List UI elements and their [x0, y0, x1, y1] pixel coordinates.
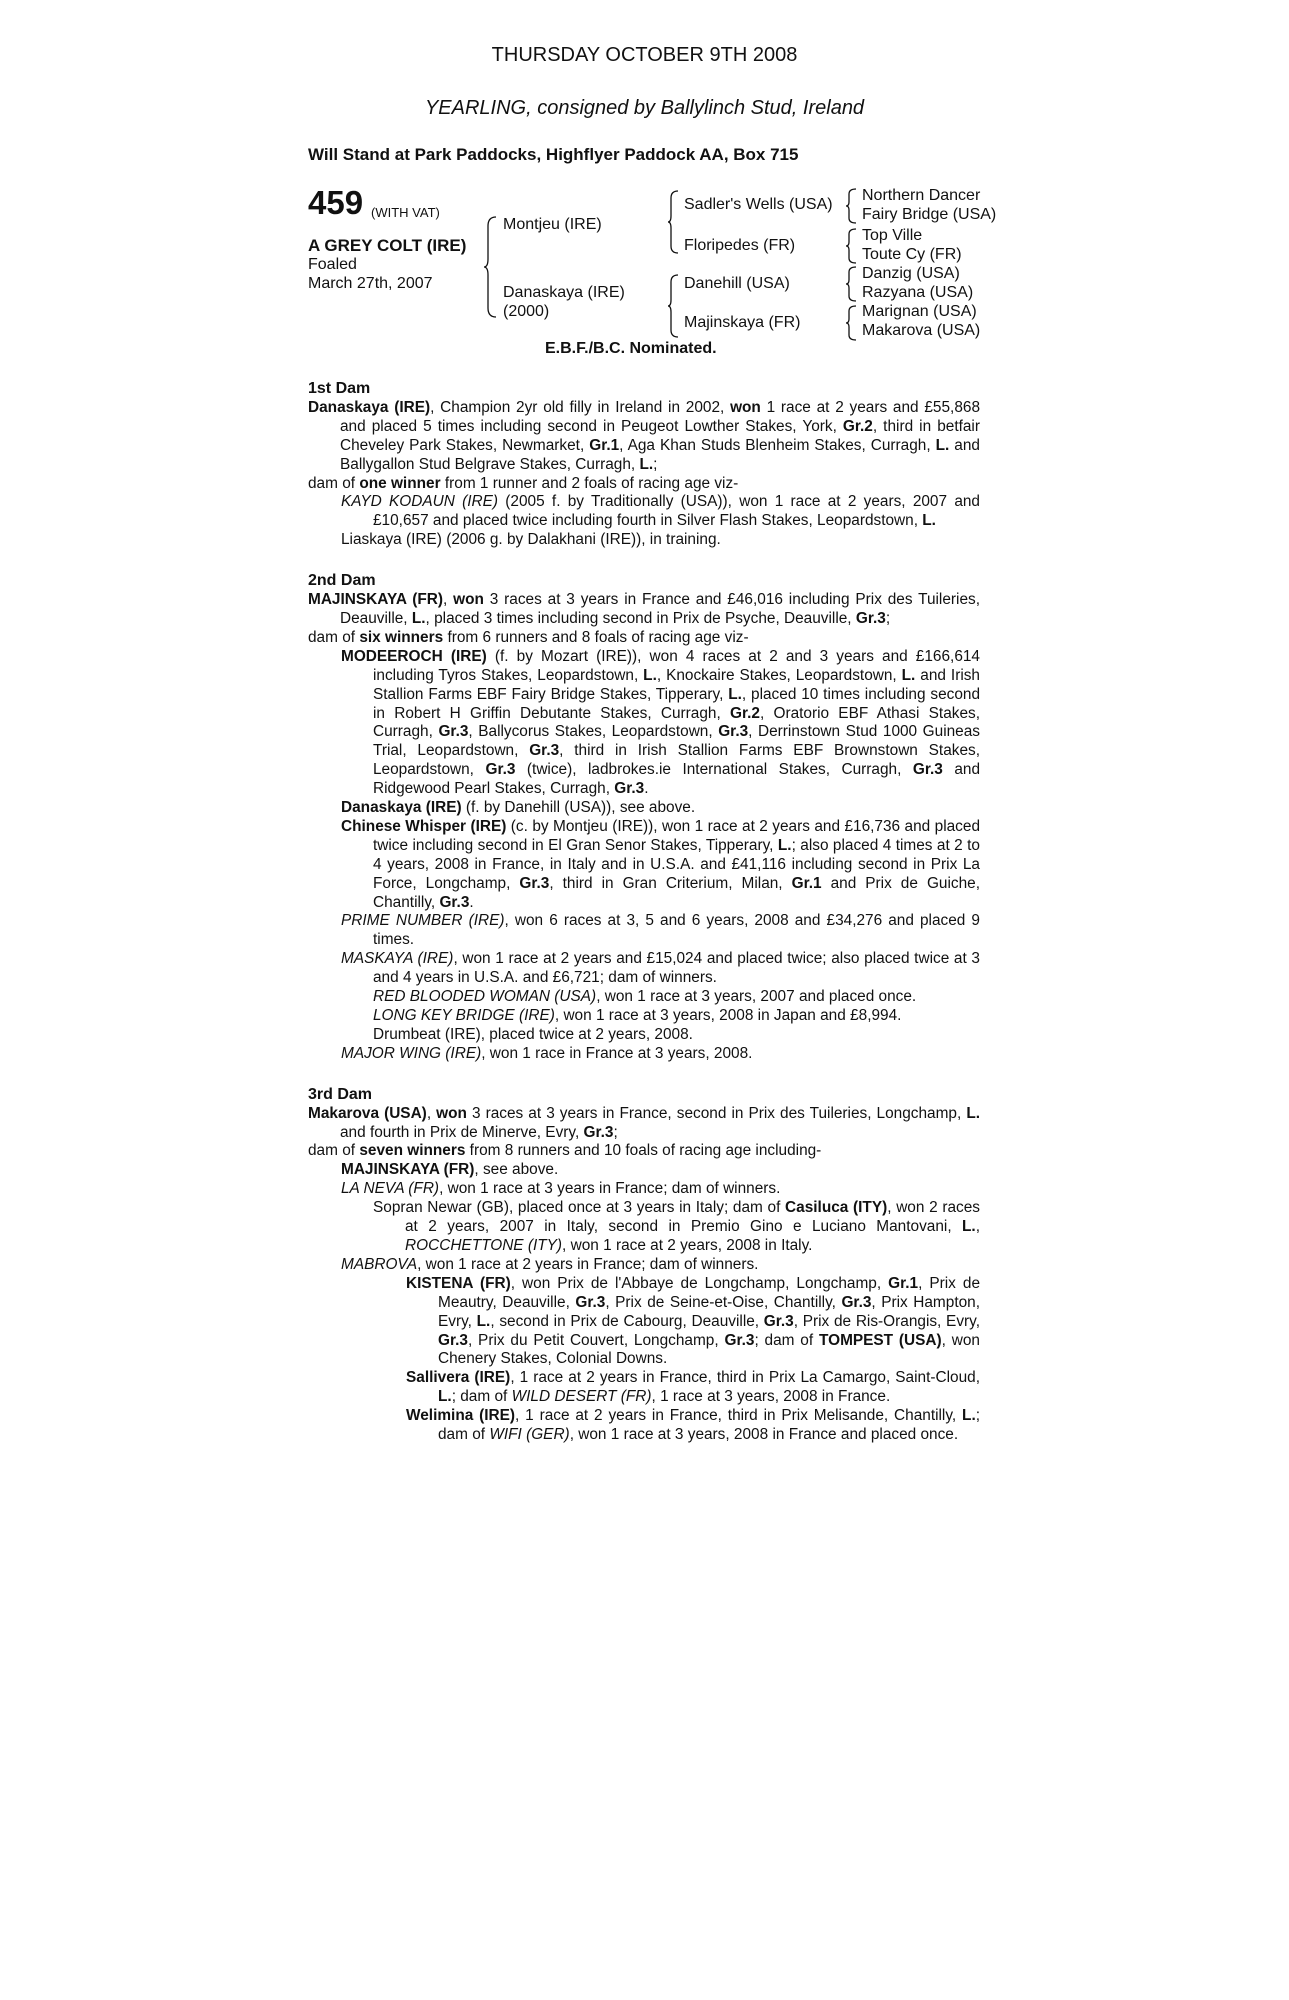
produce-summary — [308, 475, 980, 494]
produce-entry — [308, 950, 980, 988]
pedigree-dam-dam: Majinskaya (FR) — [684, 314, 801, 331]
record-text: , Prix du Petit Couvert, Longchamp, — [467, 1331, 725, 1349]
horse-name: KAYD KODAUN (IRE) — [341, 493, 499, 511]
grade-label: Gr.2 — [730, 704, 760, 722]
record-text: Sopran Newar (GB), placed once at 3 years in Italy; dam of — [373, 1199, 786, 1217]
grade-label: Gr.3 — [529, 742, 560, 760]
record-text: , Prix de Ris-Orangis, Evry, — [793, 1312, 980, 1330]
listed-label: L. — [935, 436, 950, 454]
winners-count: six winners — [359, 628, 444, 646]
horse-name: LONG KEY BRIDGE (IRE) — [373, 1007, 555, 1024]
record-text: , Aga Khan Studs Blenheim Stakes, Curragh, — [619, 436, 936, 454]
produce-entry — [308, 1369, 980, 1407]
grade-label: Gr.3 — [485, 761, 516, 779]
pedigree-g2: Fairy Bridge (USA) — [862, 206, 997, 223]
grade-label: Gr.3 — [575, 1293, 606, 1311]
produce-entry — [308, 1045, 980, 1064]
horse-name: MASKAYA (IRE) — [341, 950, 454, 968]
record-text: , won 1 race in France at 3 years, 2008. — [481, 1044, 753, 1062]
record-text: (f. by Mozart (IRE)), won 4 races at 2 and 3 years and £166,614 including Tyros Stakes, Leopardstown, — [373, 647, 980, 684]
record-text: , 1 race at 2 years in France, third in Prix La Camargo, Saint-Cloud, — [510, 1369, 980, 1387]
horse-name: LA NEVA (FR) — [341, 1180, 440, 1198]
stand-location: Will Stand at Park Paddocks, Highflyer Paddock AA, Box 715 — [308, 145, 799, 164]
horse-name: Danaskaya (IRE) — [308, 398, 431, 416]
pedigree-brace-g4 — [846, 305, 858, 341]
grade-label: Gr.3 — [438, 1331, 468, 1349]
pedigree-brace-1 — [484, 216, 498, 318]
record-text: , Ballycorus Stakes, Leopardstown, — [468, 723, 719, 741]
horse-name: ROCCHETTONE (ITY) — [405, 1236, 563, 1254]
grade-label: Gr.1 — [791, 874, 822, 892]
pedigree-brace-g1 — [846, 188, 858, 224]
record-text: , Prix Hampton, Evry, — [438, 1293, 980, 1330]
produce-entry — [308, 1180, 980, 1199]
record-text: , won 1 race at 2 years and £15,024 and placed twice; also placed twice at 3 and 4 years in U.S.A. and £6,721; dam of winners. — [373, 950, 980, 987]
record-text: and fourth in Prix de Minerve, Evry, — [340, 1123, 584, 1141]
pedigree-g8: Makarova (USA) — [862, 322, 981, 339]
second-dam-record: MAJINSKAYA (FR), won 3 races at 3 years in France and £46,016 including Prix des Tuileries, Deauville, L., placed 3 times including second in Prix de Psyche, Deauville, Gr.3; — [308, 591, 980, 627]
record-text: , 1 race at 2 years in France, third in Prix Melisande, Chantilly, — [515, 1407, 963, 1425]
record-text: (2005 f. by Traditionally (USA)), won 1 race at 2 years, 2007 and £10,657 and placed twice including fourth in Silver Flash Stakes, Leopardstown, — [373, 493, 980, 530]
record-text: , Champion 2yr old filly in Ireland in 2002, — [430, 398, 731, 416]
listed-label: L. — [922, 512, 936, 530]
record-text: , third in Gran Criterium, Milan, — [549, 874, 792, 892]
foaled-date: March 27th, 2007 — [308, 275, 433, 292]
winners-count: one winner — [359, 474, 441, 492]
listed-label: L. — [901, 666, 916, 684]
lot-number: 459 — [308, 184, 364, 221]
second-dam-heading: 2nd Dam — [308, 572, 376, 590]
record-text: and Prix de Guiche, Chantilly, — [373, 874, 980, 911]
first-dam-heading: 1st Dam — [308, 380, 371, 397]
sale-date: THURSDAY OCTOBER 9TH 2008 — [491, 44, 798, 66]
grade-label: Gr.1 — [888, 1274, 919, 1292]
pedigree-brace-sire — [668, 190, 680, 254]
produce-entry — [308, 1199, 980, 1256]
grade-label: Gr.3 — [912, 761, 943, 779]
consignor-line: YEARLING, consigned by Ballylinch Stud, Ireland — [424, 97, 865, 119]
pedigree-g4: Toute Cy (FR) — [862, 246, 962, 263]
record-text: , see above. — [474, 1161, 559, 1179]
grade-label: Gr.3 — [855, 609, 886, 627]
grade-label: Gr.3 — [583, 1123, 614, 1141]
record-text: , — [975, 1218, 980, 1236]
produce-entry — [308, 912, 980, 950]
grade-label: Gr.3 — [439, 893, 470, 911]
record-text: , won 1 race at 2 years in France; dam of winners. — [417, 1255, 759, 1273]
pedigree-dam-year: (2000) — [503, 303, 550, 320]
record-text: . — [469, 893, 474, 911]
listed-label: L. — [777, 836, 792, 854]
record-text: , third in betfair Cheveley Park Stakes, Newmarket, — [340, 417, 980, 454]
produce-entry — [308, 1256, 980, 1275]
produce-entry: Drumbeat (IRE), placed twice at 2 years, 2008. — [373, 1025, 693, 1043]
pedigree-brace-g2 — [846, 228, 858, 264]
record-text: (f. by Danehill (USA)), see above. — [461, 799, 696, 817]
record-text: 3 races at 3 years in France and £46,016 including Prix des Tuileries, Deauville, — [340, 591, 980, 627]
record-text: , placed 10 times including second in Robert H Griffin Debutante Stakes, Curragh, — [373, 685, 981, 722]
produce-entry — [308, 818, 980, 913]
pedigree-brace-dam — [668, 274, 680, 338]
produce-entry — [308, 1407, 980, 1445]
grade-label: Gr.3 — [614, 780, 645, 798]
record-text: , won 2 races at 2 years, 2007 in Italy, second in Premio Gino e Luciano Mantovani, — [405, 1199, 980, 1236]
produce-entry — [308, 1007, 980, 1026]
record-text: (c. by Montjeu (IRE)), won 1 race at 2 years and £16,736 and placed twice including second in El Gran Senor Stakes, Tipperary, — [373, 817, 981, 854]
produce-entry: Liaskaya (IRE) (2006 g. by Dalakhani (IRE)), in training. — [341, 531, 721, 549]
horse-name: Danaskaya (IRE) — [341, 799, 462, 817]
horse-name: PRIME NUMBER (IRE) — [341, 912, 505, 930]
record-text: dam of — [308, 474, 360, 492]
record-text: ; — [653, 455, 658, 473]
pedigree-sire-sire: Sadler's Wells (USA) — [684, 196, 833, 213]
grade-label: Gr.3 — [763, 1312, 794, 1330]
record-text: (twice), ladbrokes.ie International Stakes, Curragh, — [515, 761, 913, 779]
horse-name: MABROVA — [341, 1255, 418, 1273]
listed-label: L. — [966, 1104, 980, 1122]
produce-entry — [308, 1275, 980, 1370]
listed-label: L. — [639, 455, 654, 473]
record-text: from 1 runner and 2 foals of racing age viz- — [440, 474, 739, 492]
record-text: ; dam of — [451, 1388, 512, 1406]
listed-label: L. — [643, 666, 657, 684]
record-text: and Irish Stallion Farms EBF Fairy Bridge Stakes, Tipperary, — [373, 666, 980, 703]
record-text: , won 1 race at 3 years, 2008 in France and placed once. — [569, 1426, 959, 1444]
produce-entry — [308, 799, 980, 818]
listed-label: L. — [438, 1388, 452, 1406]
record-text: , Prix de Meautry, Deauville, — [438, 1274, 981, 1311]
pedigree-brace-g3 — [846, 266, 858, 302]
won-label: won — [436, 1104, 467, 1122]
record-text: and Ballygallon Stud Belgrave Stakes, Curragh, — [340, 436, 980, 473]
record-text: , won 1 race at 3 years, 2007 and placed once. — [596, 988, 917, 1006]
record-text: , won Prix de l'Abbaye de Longchamp, Longchamp, — [510, 1274, 889, 1292]
record-text: dam of — [308, 628, 360, 646]
vat-note: (WITH VAT) — [371, 205, 440, 220]
listed-label: L. — [411, 609, 426, 627]
produce-summary — [308, 1142, 980, 1161]
horse-name: RED BLOODED WOMAN (USA) — [373, 988, 597, 1006]
winners-count: seven winners — [359, 1142, 466, 1160]
produce-entry — [308, 988, 980, 1007]
pedigree-g3: Top Ville — [862, 227, 923, 244]
third-dam-heading: 3rd Dam — [308, 1085, 373, 1103]
record-text: , third in Irish Stallion Farms EBF Brownstown Stakes, Leopardstown, — [373, 742, 980, 779]
won-label: won — [730, 398, 761, 416]
record-text: 1 race at 2 years and £55,868 and placed 5 times including second in Peugeot Lowther Stakes, York, — [340, 398, 981, 435]
third-dam-record: Makarova (USA), won 3 races at 3 years in France, second in Prix des Tuileries, Longchamp, L. and fourth in Prix de Minerve, Evry, Gr.3; — [308, 1104, 980, 1141]
record-text: , won Chenery Stakes, Colonial Downs. — [438, 1331, 980, 1368]
horse-name: Casiluca (ITY) — [785, 1199, 888, 1217]
horse-name: Welimina (IRE) — [406, 1407, 516, 1425]
lot-description: A GREY COLT (IRE) — [308, 236, 467, 255]
pedigree-sire-dam: Floripedes (FR) — [684, 237, 796, 254]
pedigree-dam: Danaskaya (IRE) — [503, 284, 625, 301]
record-text: , 1 race at 3 years, 2008 in France. — [651, 1388, 891, 1406]
produce-record — [308, 380, 980, 1445]
produce-summary — [308, 629, 980, 648]
listed-label: L. — [476, 1312, 491, 1330]
produce-entry — [308, 1161, 980, 1180]
record-text: , won 1 race at 3 years, 2008 in Japan and £8,994. — [554, 1007, 902, 1024]
horse-name: MAJOR WING (IRE) — [341, 1044, 482, 1062]
pedigree-g7: Marignan (USA) — [862, 303, 977, 320]
listed-label: L. — [728, 685, 742, 703]
produce-entry — [308, 648, 980, 799]
record-text: and Ridgewood Pearl Stakes, Curragh, — [373, 761, 980, 798]
record-text: . — [644, 780, 649, 798]
pedigree-dam-sire: Danehill (USA) — [684, 275, 790, 292]
horse-name: Sallivera (IRE) — [406, 1369, 511, 1387]
pedigree-g6: Razyana (USA) — [862, 284, 974, 301]
pedigree-sire: Montjeu (IRE) — [503, 216, 602, 233]
nomination-note: E.B.F./B.C. Nominated. — [545, 340, 717, 357]
record-text: , placed 3 times including second in Prix de Psyche, Deauville, — [425, 609, 856, 627]
record-text: ; — [885, 609, 891, 627]
record-text: from 8 runners and 10 foals of racing age including- — [465, 1142, 822, 1160]
record-text: , won 6 races at 3, 5 and 6 years, 2008 and £34,276 and placed 9 times. — [373, 912, 980, 949]
produce-entry — [308, 493, 980, 531]
record-text: , won 1 race at 3 years in France; dam of winners. — [439, 1180, 781, 1198]
horse-name: MODEEROCH (IRE) — [341, 647, 487, 665]
record-text: , won 1 race at 2 years, 2008 in Italy. — [562, 1236, 813, 1254]
record-text: , Prix de Seine-et-Oise, Chantilly, — [605, 1293, 842, 1311]
record-text: ; dam of — [754, 1331, 819, 1349]
pedigree-g5: Danzig (USA) — [862, 265, 960, 282]
horse-name: KISTENA (FR) — [406, 1274, 511, 1292]
listed-label: L. — [962, 1218, 976, 1236]
won-label: won — [453, 591, 484, 609]
grade-label: Gr.3 — [519, 874, 550, 892]
grade-label: Gr.3 — [724, 1331, 755, 1349]
horse-name: TOMPEST (USA) — [818, 1331, 942, 1349]
first-dam-record — [308, 399, 980, 475]
record-text: ; — [613, 1123, 618, 1141]
grade-label: Gr.2 — [842, 417, 873, 435]
record-text: ; also placed 4 times at 2 to 4 years, 2008 in France, in Italy and in U.S.A. and £41,116 including second in Prix La Force, Longchamp, — [373, 836, 980, 892]
record-text: , second in Prix de Cabourg, Deauville, — [490, 1312, 764, 1330]
horse-name: MAJINSKAYA (FR) — [308, 591, 443, 609]
horse-name: MAJINSKAYA (FR) — [341, 1161, 475, 1179]
foaled-label: Foaled — [308, 256, 357, 273]
record-text: , Derrinstown Stud 1000 Guineas Trial, Leopardstown, — [373, 723, 980, 760]
horse-name: WIFI (GER) — [489, 1426, 570, 1444]
grade-label: Gr.3 — [841, 1293, 872, 1311]
horse-name: Chinese Whisper (IRE) — [341, 817, 507, 835]
record-text: , Oratorio EBF Athasi Stakes, Curragh, — [373, 704, 980, 741]
horse-name: Makarova (USA) — [308, 1104, 427, 1122]
record-text: , Knockaire Stakes, Leopardstown, — [656, 666, 902, 684]
listed-label: L. — [962, 1407, 976, 1425]
pedigree-g1: Northern Dancer — [862, 187, 981, 204]
grade-label: Gr.1 — [589, 436, 620, 454]
record-text: from 6 runners and 8 foals of racing age viz- — [443, 628, 749, 646]
grade-label: Gr.3 — [438, 723, 469, 741]
record-text: ; dam of — [438, 1407, 981, 1444]
record-text: dam of — [308, 1142, 360, 1160]
horse-name: WILD DESERT (FR) — [511, 1388, 652, 1406]
grade-label: Gr.3 — [718, 723, 749, 741]
record-text: 3 races at 3 years in France, second in Prix des Tuileries, Longchamp, — [466, 1104, 967, 1122]
